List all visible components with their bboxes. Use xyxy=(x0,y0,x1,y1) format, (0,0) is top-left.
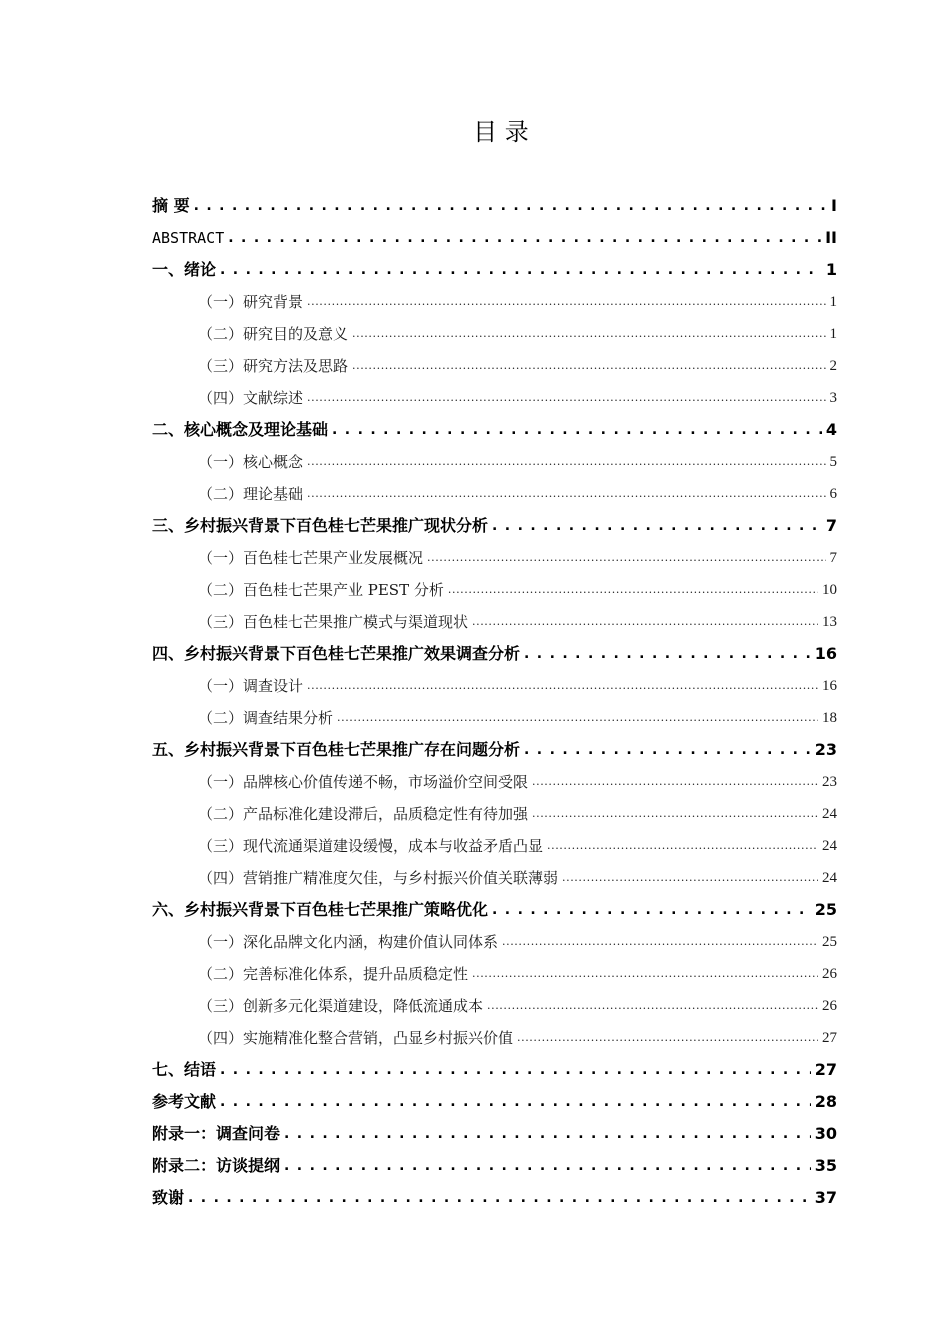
toc-entry-label: 六、乡村振兴背景下百色桂七芒果推广策略优化 xyxy=(152,900,489,919)
toc-chapter-entry[interactable] xyxy=(152,734,837,766)
table-of-contents xyxy=(152,190,837,1214)
toc-entry-label: （一）核心概念 xyxy=(198,453,304,471)
toc-dot-leader xyxy=(492,510,822,542)
toc-entry-label: （二）完善标准化体系，提升品质稳定性 xyxy=(198,965,469,983)
toc-section-entry[interactable] xyxy=(152,350,837,382)
toc-page-number: 16 xyxy=(814,644,837,663)
toc-entry-label: 二、核心概念及理论基础 xyxy=(152,420,329,439)
toc-page-number: 35 xyxy=(814,1156,837,1175)
toc-entry-label: （一）调查设计 xyxy=(198,677,304,695)
toc-dot-leader xyxy=(188,1182,811,1214)
page-title: 目 录 xyxy=(473,118,529,146)
toc-dot-leader xyxy=(472,958,818,990)
toc-dot-leader xyxy=(228,222,821,254)
toc-page-number: 1 xyxy=(829,294,837,310)
toc-page-number: 16 xyxy=(822,678,837,694)
toc-dot-leader xyxy=(220,254,822,286)
toc-dot-leader xyxy=(524,734,811,766)
toc-page-number: 37 xyxy=(814,1188,837,1207)
toc-section-entry[interactable] xyxy=(152,766,837,798)
toc-dot-leader xyxy=(307,478,825,510)
toc-dot-leader xyxy=(492,894,811,926)
toc-entry-label: （二）产品标准化建设滞后，品质稳定性有待加强 xyxy=(198,805,529,823)
toc-entry-label: （二）调查结果分析 xyxy=(198,709,334,727)
toc-dot-leader xyxy=(532,766,818,798)
toc-section-entry[interactable] xyxy=(152,574,837,606)
toc-entry-label: 参考文献 xyxy=(152,1092,217,1111)
toc-page-number: 25 xyxy=(814,900,837,919)
toc-entry-label: 五、乡村振兴背景下百色桂七芒果推广存在问题分析 xyxy=(152,740,521,759)
toc-page-number: 10 xyxy=(822,582,837,598)
toc-dot-leader xyxy=(562,862,818,894)
toc-section-entry[interactable] xyxy=(152,286,837,318)
toc-dot-leader xyxy=(532,798,818,830)
toc-dot-leader xyxy=(524,638,811,670)
toc-section-entry[interactable] xyxy=(152,926,837,958)
toc-page-number: 4 xyxy=(825,420,837,439)
toc-page-number: 5 xyxy=(829,454,837,470)
toc-chapter-entry[interactable] xyxy=(152,1182,837,1214)
toc-page-number: I xyxy=(831,196,837,215)
toc-entry-label: （四）文献综述 xyxy=(198,389,304,407)
toc-chapter-entry[interactable] xyxy=(152,1054,837,1086)
toc-page-number: 7 xyxy=(829,550,837,566)
toc-chapter-entry[interactable] xyxy=(152,222,837,254)
toc-page-number: 23 xyxy=(814,740,837,759)
toc-dot-leader xyxy=(307,670,818,702)
toc-chapter-entry[interactable] xyxy=(152,1150,837,1182)
toc-entry-label: 七、结语 xyxy=(152,1060,217,1079)
toc-entry-label: （三）研究方法及思路 xyxy=(198,357,349,375)
toc-dot-leader xyxy=(337,702,818,734)
toc-page-number: 24 xyxy=(822,870,837,886)
toc-chapter-entry[interactable] xyxy=(152,638,837,670)
toc-page-number: 28 xyxy=(814,1092,837,1111)
toc-entry-label: 三、乡村振兴背景下百色桂七芒果推广现状分析 xyxy=(152,516,489,535)
toc-section-entry[interactable] xyxy=(152,702,837,734)
toc-dot-leader xyxy=(307,286,825,318)
toc-entry-label: （三）现代流通渠道建设缓慢，成本与收益矛盾凸显 xyxy=(198,837,544,855)
toc-dot-leader xyxy=(352,318,825,350)
toc-section-entry[interactable] xyxy=(152,958,837,990)
toc-dot-leader xyxy=(352,350,825,382)
toc-dot-leader xyxy=(487,990,818,1022)
toc-entry-label: （四）实施精准化整合营销，凸显乡村振兴价值 xyxy=(198,1029,514,1047)
toc-page-number: 1 xyxy=(829,326,837,342)
toc-entry-label: （三）创新多元化渠道建设，降低流通成本 xyxy=(198,997,484,1015)
toc-section-entry[interactable] xyxy=(152,606,837,638)
toc-chapter-entry[interactable] xyxy=(152,190,837,222)
toc-page-number: 1 xyxy=(825,260,837,279)
toc-chapter-entry[interactable] xyxy=(152,254,837,286)
toc-page-number: II xyxy=(825,228,837,247)
toc-dot-leader xyxy=(220,1086,811,1118)
toc-section-entry[interactable] xyxy=(152,542,837,574)
toc-section-entry[interactable] xyxy=(152,478,837,510)
toc-entry-label: 摘 要 xyxy=(152,196,190,215)
toc-page-number: 26 xyxy=(822,998,837,1014)
toc-page-number: 6 xyxy=(829,486,837,502)
toc-page-number: 23 xyxy=(822,774,837,790)
toc-entry-label: 附录二：访谈提纲 xyxy=(152,1156,281,1175)
toc-entry-label: （三）百色桂七芒果推广模式与渠道现状 xyxy=(198,613,469,631)
toc-dot-leader xyxy=(448,574,818,606)
toc-section-entry[interactable] xyxy=(152,318,837,350)
toc-entry-label: （二）理论基础 xyxy=(198,485,304,503)
toc-entry-label: （一）深化品牌文化内涵，构建价值认同体系 xyxy=(198,933,499,951)
toc-dot-leader xyxy=(307,382,825,414)
toc-section-entry[interactable] xyxy=(152,382,837,414)
toc-dot-leader xyxy=(332,414,822,446)
toc-entry-label: （一）研究背景 xyxy=(198,293,304,311)
toc-entry-label: （一）品牌核心价值传递不畅，市场溢价空间受限 xyxy=(198,773,529,791)
toc-entry-label: （二）百色桂七芒果产业 PEST 分析 xyxy=(198,581,444,599)
toc-dot-leader xyxy=(194,190,827,222)
toc-page-number: 2 xyxy=(829,358,837,374)
toc-chapter-entry[interactable] xyxy=(152,1086,837,1118)
toc-page-number: 24 xyxy=(822,806,837,822)
toc-page-number: 3 xyxy=(829,390,837,406)
toc-entry-label: 四、乡村振兴背景下百色桂七芒果推广效果调查分析 xyxy=(152,644,521,663)
toc-chapter-entry[interactable] xyxy=(152,1118,837,1150)
toc-dot-leader xyxy=(517,1022,818,1054)
toc-entry-label: 致谢 xyxy=(152,1188,185,1207)
toc-chapter-entry[interactable] xyxy=(152,894,837,926)
toc-dot-leader xyxy=(220,1054,811,1086)
toc-section-entry[interactable] xyxy=(152,446,837,478)
toc-entry-label: （四）营销推广精准度欠佳，与乡村振兴价值关联薄弱 xyxy=(198,869,559,887)
toc-dot-leader xyxy=(427,542,825,574)
toc-page-number: 26 xyxy=(822,966,837,982)
toc-dot-leader xyxy=(547,830,818,862)
toc-page-number: 18 xyxy=(822,710,837,726)
toc-dot-leader xyxy=(307,446,825,478)
toc-dot-leader xyxy=(502,926,818,958)
toc-chapter-entry[interactable] xyxy=(152,414,837,446)
toc-dot-leader xyxy=(284,1118,811,1150)
toc-page-number: 27 xyxy=(814,1060,837,1079)
toc-section-entry[interactable] xyxy=(152,1022,837,1054)
toc-entry-label: 一、绪论 xyxy=(152,260,217,279)
toc-section-entry[interactable] xyxy=(152,798,837,830)
toc-page-number: 13 xyxy=(822,614,837,630)
toc-dot-leader xyxy=(472,606,818,638)
toc-section-entry[interactable] xyxy=(152,830,837,862)
toc-entry-label: ABSTRACT xyxy=(152,229,225,247)
toc-section-entry[interactable] xyxy=(152,670,837,702)
toc-page-number: 30 xyxy=(814,1124,837,1143)
toc-section-entry[interactable] xyxy=(152,990,837,1022)
toc-entry-label: （二）研究目的及意义 xyxy=(198,325,349,343)
toc-entry-label: 附录一：调查问卷 xyxy=(152,1124,281,1143)
toc-page-number: 7 xyxy=(825,516,837,535)
toc-dot-leader xyxy=(284,1150,811,1182)
toc-page-number: 24 xyxy=(822,838,837,854)
toc-section-entry[interactable] xyxy=(152,862,837,894)
toc-entry-label: （一）百色桂七芒果产业发展概况 xyxy=(198,549,424,567)
toc-page-number: 27 xyxy=(822,1030,837,1046)
toc-page-number: 25 xyxy=(822,934,837,950)
toc-chapter-entry[interactable] xyxy=(152,510,837,542)
